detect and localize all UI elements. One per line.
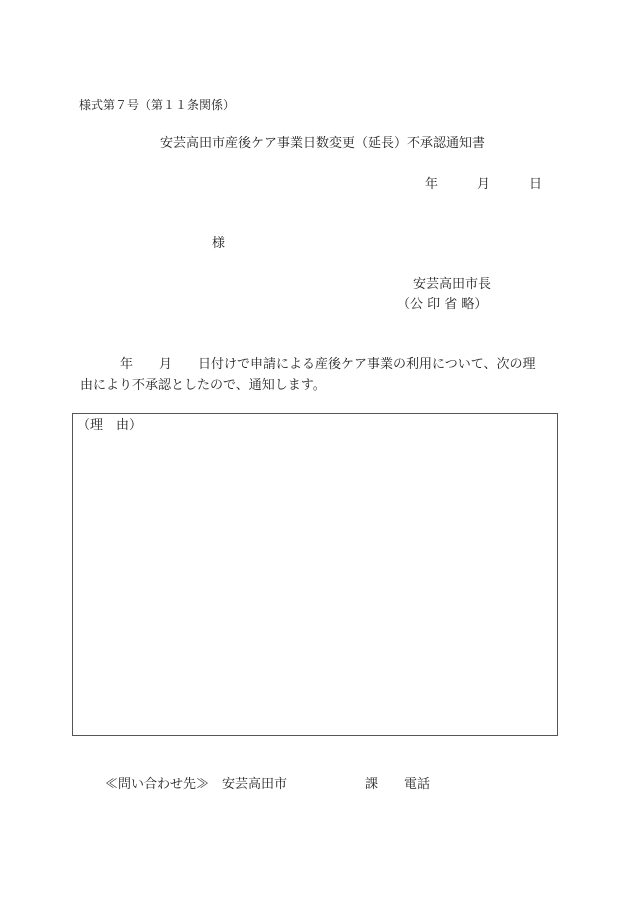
body-line-2: 由により不承認としたので、通知します。	[80, 378, 326, 393]
seal-note: （公 印 省 略）	[397, 297, 488, 312]
document-title: 安芸高田市産後ケア事業日数変更（延長）不承認通知書	[160, 136, 486, 151]
reason-label: （理 由）	[77, 418, 143, 433]
date-line: 年 月 日	[425, 177, 543, 192]
issuer: 安芸高田市長	[413, 277, 492, 292]
body-line-1: 年 月 日付けで申請による産後ケア事業の利用について、次の理	[120, 357, 536, 372]
reason-box	[72, 413, 558, 736]
addressee-suffix: 様	[212, 236, 226, 251]
contact-line: ≪問い合わせ先≫ 安芸高田市 課 電話	[105, 777, 431, 792]
form-number: 様式第７号（第１１条関係）	[79, 98, 236, 112]
